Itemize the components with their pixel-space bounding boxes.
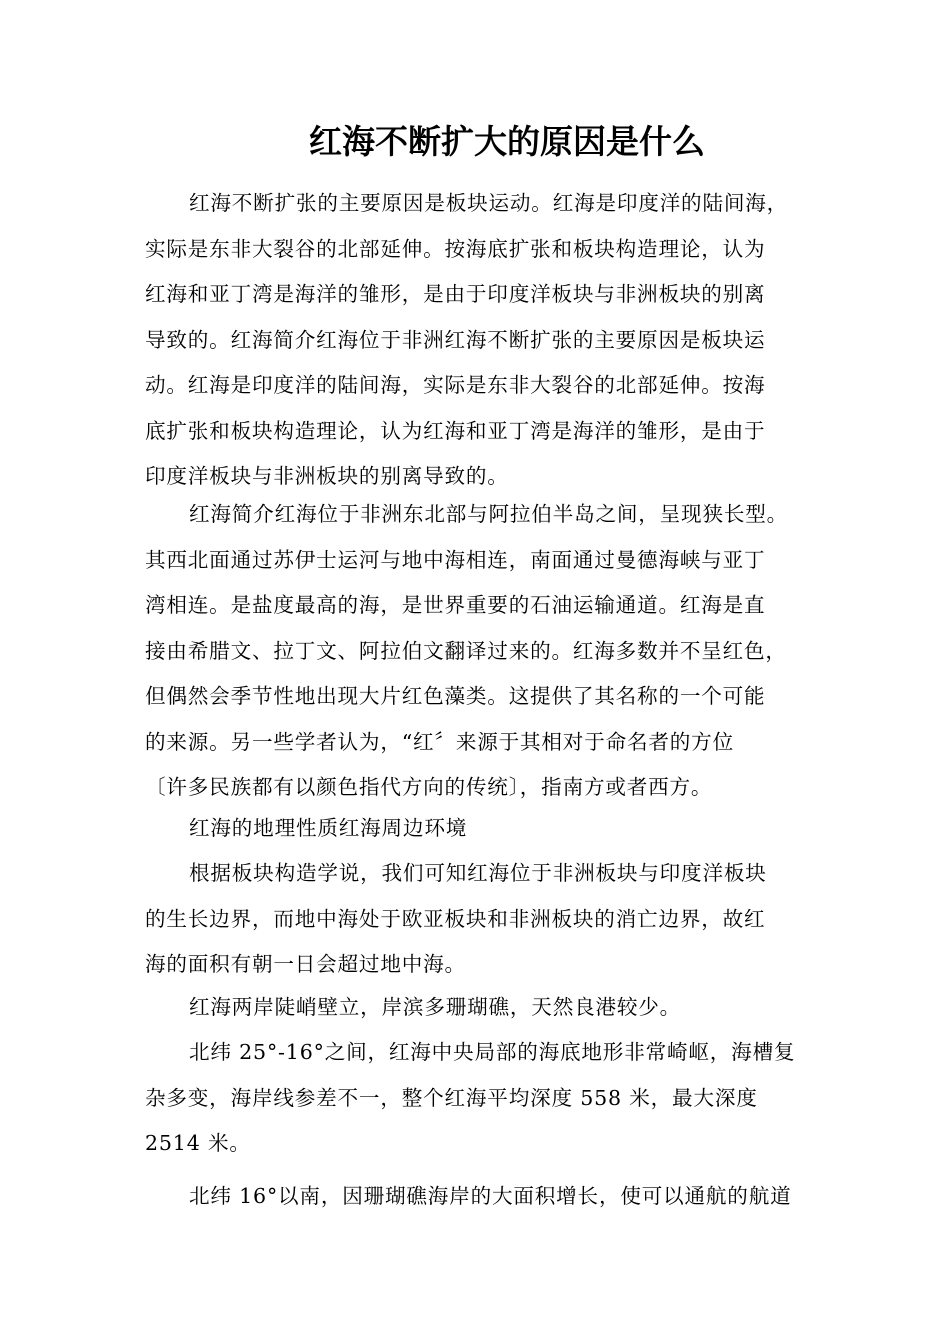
paragraph-line: 北纬 25°-16°之间，红海中央局部的海底地形非常崎岖，海槽复: [189, 1040, 796, 1064]
paragraph-line: 导致的。红海简介红海位于非洲红海不断扩张的主要原因是板块运: [145, 327, 766, 352]
paragraph-line: 红海两岸陡峭壁立，岸滨多珊瑚礁，天然良港较少。: [189, 995, 682, 1019]
paragraph-line: 北纬 16°以南，因珊瑚礁海岸的大面积增长，使可以通航的航道: [189, 1184, 792, 1208]
paragraph-line: 红海和亚丁湾是海洋的雏形，是由于印度洋板块与非洲板块的别离: [145, 282, 766, 306]
paragraph-line: 红海不断扩张的主要原因是板块运动。红海是印度洋的陆间海，: [189, 191, 789, 215]
paragraph-line: 的来源。另一些学者认为，“红〞来源于其相对于命名者的方位: [145, 729, 734, 754]
section-heading-geography: [145, 806, 467, 852]
paragraph-line: 底扩张和板块构造理论，认为红海和亚丁湾是海洋的雏形，是由于: [145, 418, 766, 443]
paragraph-line: 海的面积有朝一日会超过地中海。: [145, 952, 466, 976]
paragraph-plate-boundary: [145, 851, 767, 988]
paragraph-line: 但偶然会季节性地出现大片红色藻类。这提供了其名称的一个可能: [145, 684, 766, 708]
paragraph-line: 实际是东非大裂谷的北部延伸。按海底扩张和板块构造理论，认为: [145, 236, 766, 261]
paragraph-plate-tectonics: [145, 181, 788, 500]
paragraph-line: 2514 米。: [145, 1131, 251, 1155]
paragraph-line: 其西北面通过苏伊士运河与地中海相连，南面通过曼德海峡与亚丁: [145, 547, 766, 572]
paragraph-coastline: [145, 985, 681, 1031]
paragraph-south: [145, 1174, 791, 1220]
paragraph-line: 动。红海是印度洋的陆间海，实际是东非大裂谷的北部延伸。按海: [145, 373, 766, 397]
paragraph-line: 印度洋板块与非洲板块的别离导致的。: [145, 464, 509, 488]
paragraph-depth: [145, 1030, 795, 1167]
paragraph-introduction: [145, 492, 788, 811]
paragraph-line: 杂多变，海岸线参差不一，整个红海平均深度 558 米，最大深度: [145, 1085, 758, 1110]
paragraph-line: 红海的地理性质红海周边环境: [189, 816, 468, 840]
paragraph-line: 接由希腊文、拉丁文、阿拉伯文翻译过来的。红海多数并不呈红色，: [145, 638, 787, 663]
paragraph-line: 湾相连。是盐度最高的海，是世界重要的石油运输通道。红海是直: [145, 593, 766, 617]
paragraph-line: 红海简介红海位于非洲东北部与阿拉伯半岛之间，呈现狭长型。: [189, 502, 789, 526]
paragraph-line: 根据板块构造学说，我们可知红海位于非洲板块与印度洋板块: [189, 861, 767, 885]
document-title: 红海不断扩大的原因是什么: [309, 122, 705, 161]
paragraph-line: 的生长边界，而地中海处于欧亚板块和非洲板块的消亡边界，故红: [145, 906, 766, 931]
paragraph-line: 〔许多民族都有以颜色指代方向的传统〕，指南方或者西方。: [145, 775, 713, 799]
